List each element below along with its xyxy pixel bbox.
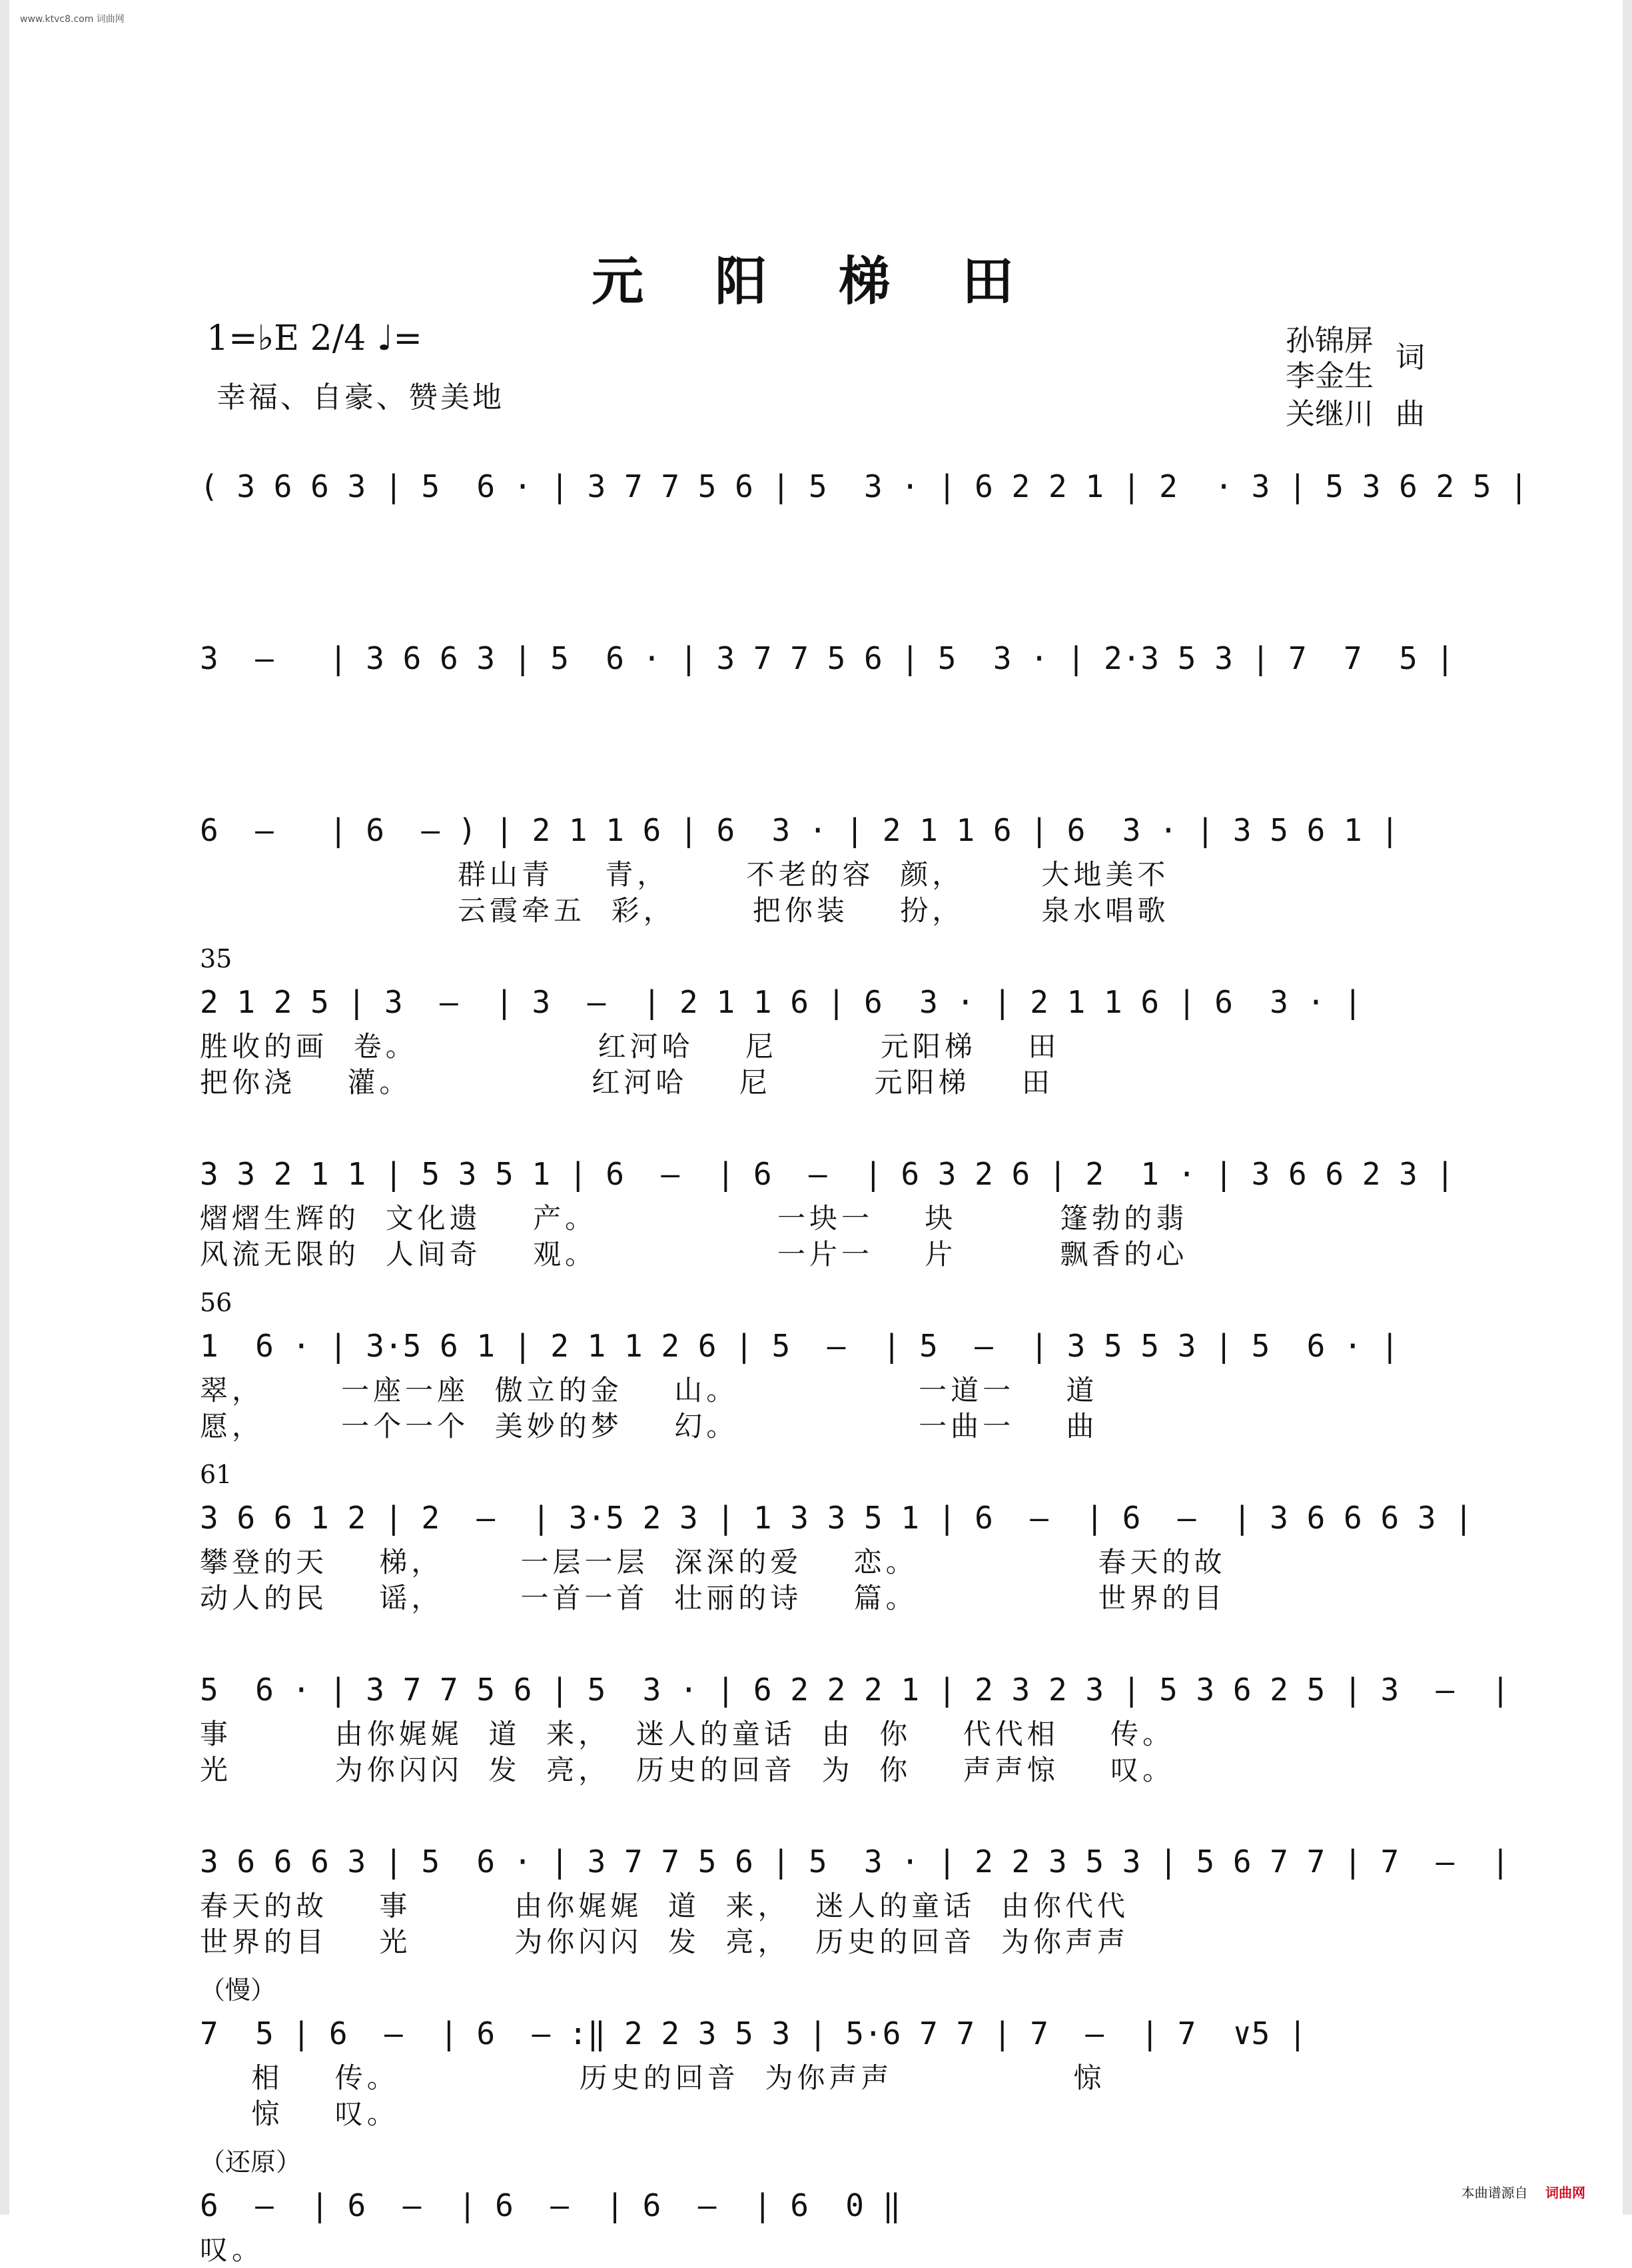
notation-line: 3 — | 3 6 6 3 | 5 6 · | 3 7 7 5 6 | 5 3 · | 2·3 5 3 | 7 7 5 |: [200, 640, 1455, 676]
score-system-11: [200, 2145, 1452, 2268]
lyric-line-2: 动人的民 谣， 一首一首 壮丽的诗 篇。 世界的目: [200, 1582, 1226, 1614]
lyric-label: 词: [1396, 340, 1425, 374]
system-mark: [200, 1114, 1452, 1147]
notation-line: 3 6 6 6 3 | 5 6 · | 3 7 7 5 6 | 5 3 · | 2 2 3 5 3 | 5 6 7 7 | 7 — |: [200, 1844, 1510, 1880]
notation-line: 3 6 6 1 2 | 2 — | 3·5 2 3 | 1 3 3 5 1 | 6 — | 6 — | 3 6 6 6 3 |: [200, 1500, 1473, 1536]
score-system-6: [200, 1286, 1452, 1444]
score-system-2: [200, 598, 1455, 685]
footer-brand[interactable]: 词曲网: [1545, 2185, 1585, 2201]
lyric-line-2: 世界的目 光 为你闪闪 发 亮， 历史的回音 为你声声: [200, 1926, 1130, 1958]
system-mark: （还原）: [200, 2147, 302, 2177]
lyric-line-2: 把你浇 灌。 红河哈 尼 元阳梯 田: [200, 1066, 1054, 1099]
system-mark: [200, 770, 1452, 804]
system-mark: [200, 598, 1452, 632]
score-system-3: [200, 770, 1452, 929]
system-mark: [200, 1802, 1452, 1835]
lyric-line-1: 春天的故 事 由你娓娓 道 来， 迷人的童话 由你代代: [200, 1890, 1130, 1922]
left-edge-strip: [0, 0, 9, 2215]
footer: [1461, 2182, 1585, 2201]
lyricist-1: 孙锦屏: [1286, 324, 1374, 358]
score-system-8: [200, 1630, 1510, 1788]
notation-line: 6 — | 6 — ) | 2 1 1 6 | 6 3 · | 2 1 1 6 | 6 3 · | 3 5 6 1 |: [200, 812, 1400, 848]
lyric-line-1: 叹。: [200, 2233, 264, 2266]
key-signature: 1=♭E 2/4 ♩=: [206, 318, 422, 358]
system-mark: （慢）: [200, 1976, 276, 2005]
score-system-5: [200, 1114, 1455, 1273]
footer-source: 本曲谱源自: [1461, 2185, 1528, 2201]
composer: 关继川: [1286, 397, 1374, 431]
score-system-7: [200, 1458, 1473, 1616]
lyric-line-1: 群山青 青， 不老的容 颜， 大地美不: [200, 858, 1170, 891]
header-url[interactable]: www.ktvc8.com 词曲网: [20, 14, 125, 25]
lyric-line-1: 相 传。 历史的回音 为你声声 惊: [200, 2061, 1106, 2094]
notation-line: 1 6 · | 3·5 6 1 | 2 1 1 2 6 | 5 — | 5 — | 3 5 5 3 | 5 6 · |: [200, 1328, 1400, 1364]
system-mark: [200, 1630, 1452, 1663]
score-system-9: [200, 1802, 1510, 1960]
lyric-line-1: 胜收的画 卷。 红河哈 尼 元阳梯 田: [200, 1030, 1060, 1063]
score-system-4: [200, 942, 1452, 1101]
notation-line: ( 3 6 6 3 | 5 6 · | 3 7 7 5 6 | 5 3 · | 6 2 2 1 | 2 · 3 | 5 3 6 2 5 |: [200, 468, 1528, 504]
lyric-line-1: 翠， 一座一座 傲立的金 山。 一道一 道: [200, 1374, 1098, 1407]
lyric-line-2: 光 为你闪闪 发 亮， 历史的回音 为 你 声声惊 叹。: [200, 1754, 1175, 1786]
right-edge-strip: [1623, 0, 1632, 2215]
notation-line: 7 5 | 6 — | 6 — :‖ 2 2 3 5 3 | 5·6 7 7 | 7 — | 7 ∨5 |: [200, 2015, 1307, 2051]
score-system-1: [200, 426, 1528, 513]
lyric-line-1: 熠熠生辉的 文化遗 产。 一块一 块 篷勃的翡: [200, 1202, 1188, 1235]
lyricist-2: 李金生: [1286, 359, 1374, 393]
system-mark: [200, 426, 1452, 460]
notation-line: 5 6 · | 3 7 7 5 6 | 5 3 · | 6 2 2 2 1 | 2 3 2 3 | 5 3 6 2 5 | 3 — |: [200, 1672, 1510, 1708]
system-mark: 61: [200, 1460, 232, 1489]
system-mark: 56: [200, 1288, 232, 1317]
notation-line: 3 3 2 1 1 | 5 3 5 1 | 6 — | 6 — | 6 3 2 6 | 2 1 · | 3 6 6 2 3 |: [200, 1156, 1455, 1192]
composer-label: 曲: [1396, 397, 1425, 431]
lyric-line-1: 事 由你娓娓 道 来， 迷人的童话 由 你 代代相 传。: [200, 1718, 1175, 1750]
lyric-line-2: 惊 叹。: [200, 2097, 399, 2130]
lyric-line-1: 攀登的天 梯， 一层一层 深深的爱 恋。 春天的故: [200, 1546, 1226, 1578]
lyric-line-2: 愿， 一个一个 美妙的梦 幻。 一曲一 曲: [200, 1410, 1098, 1442]
lyric-line-2: 风流无限的 人间奇 观。 一片一 片 飘香的心: [200, 1238, 1188, 1271]
system-mark: 35: [200, 944, 232, 973]
notation-line: 2 1 2 5 | 3 — | 3 — | 2 1 1 6 | 6 3 · | 2 1 1 6 | 6 3 · |: [200, 984, 1362, 1020]
lyric-line-2: 云霞牵五 彩， 把你装 扮， 泉水唱歌: [200, 894, 1170, 927]
score-system-10: [200, 1974, 1452, 2132]
song-title: 元 阳 梯 田: [592, 251, 1040, 312]
expression-marking: 幸福、自豪、赞美地: [216, 380, 504, 414]
notation-line: 6 — | 6 — | 6 — | 6 — | 6 0 ‖: [200, 2187, 901, 2223]
